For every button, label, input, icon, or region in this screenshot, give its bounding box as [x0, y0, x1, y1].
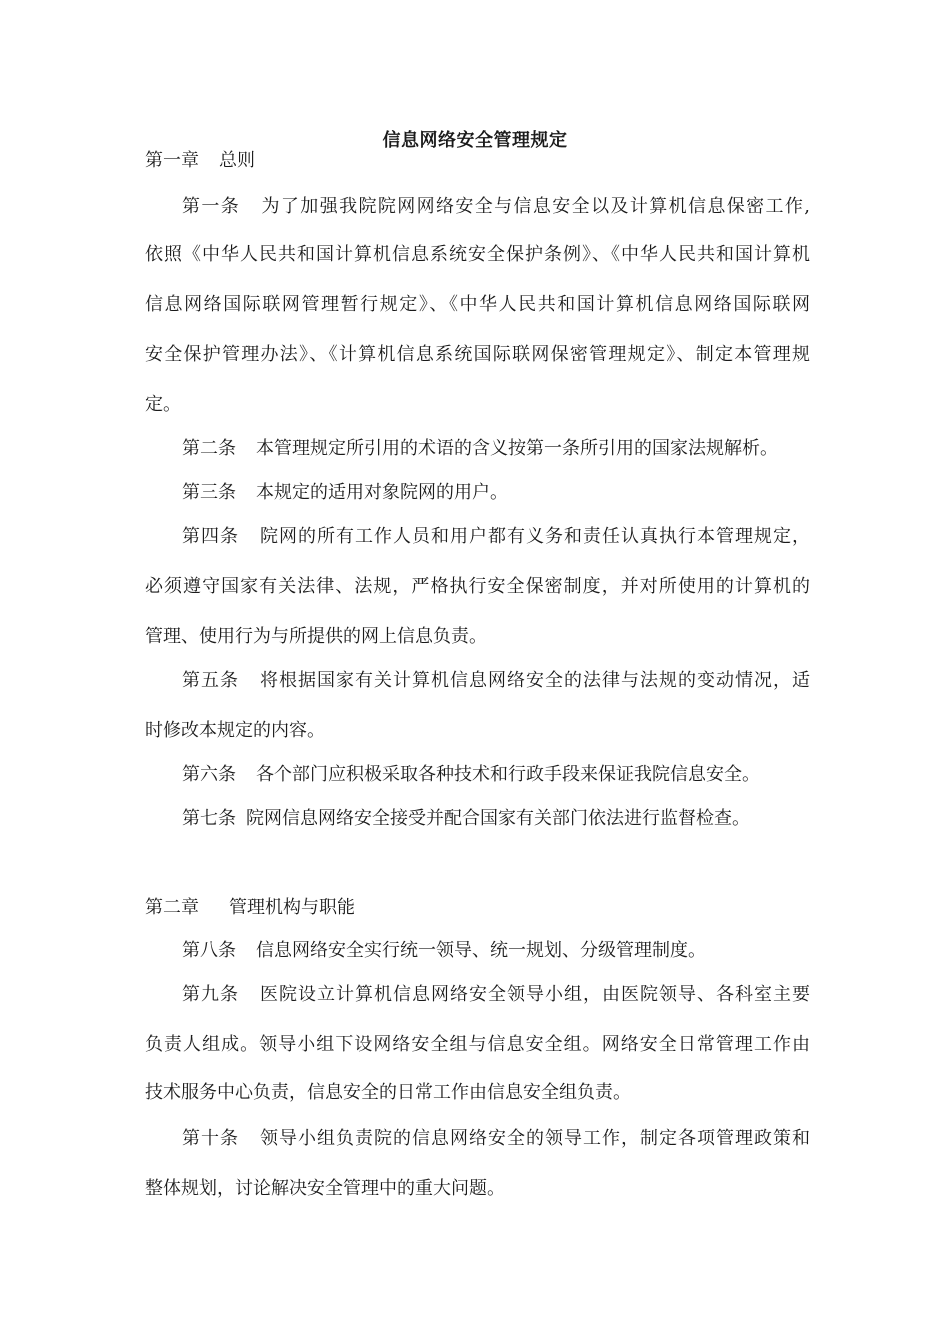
article-text: 医院设立计算机信息网络安全领导小组，由医院领导、各科室主要 — [259, 984, 810, 1005]
article-text: 各个部门应积极采取各种技术和行政手段来保证我院信息安全。 — [256, 764, 760, 785]
article-paragraph-line — [182, 438, 810, 460]
article-paragraph-line: 负责人组成。领导小组下设网络安全组与信息安全组。网络安全日常管理工作由 — [145, 1034, 810, 1055]
article-paragraph-line: 安全保护管理办法》、《计算机信息系统国际联网保密管理规定》、制定本管理规 — [145, 344, 810, 365]
article-text: 信息网络安全实行统一领导、统一规划、分级管理制度。 — [256, 940, 706, 961]
article-text: 本管理规定所引用的术语的含义按第一条所引用的国家法规解析。 — [256, 438, 778, 459]
article-paragraph-line — [182, 670, 810, 692]
article-text: 领导小组负责院的信息网络安全的领导工作，制定各项管理政策和 — [259, 1128, 810, 1149]
chapter-name: 管理机构与职能 — [229, 897, 355, 918]
article-paragraph-line — [182, 196, 810, 218]
article-label: 第十条 — [182, 1128, 239, 1149]
article-paragraph-line — [182, 940, 810, 962]
article-label: 第五条 — [182, 670, 239, 691]
article-label: 第八条 — [182, 940, 236, 961]
chapter-label: 第二章 — [145, 897, 199, 918]
article-label: 第一条 — [182, 196, 241, 217]
article-text: 将根据国家有关计算机信息网络安全的法律与法规的变动情况，适 — [259, 670, 810, 691]
article-paragraph-line: 依照《中华人民共和国计算机信息系统安全保护条例》、《中华人民共和国计算机 — [145, 244, 810, 265]
article-paragraph-line — [182, 1128, 810, 1150]
document-title: 信息网络安全管理规定 — [382, 130, 568, 151]
article-label: 第二条 — [182, 438, 236, 459]
article-paragraph-line: 信息网络国际联网管理暂行规定》、《中华人民共和国计算机信息网络国际联网 — [145, 294, 810, 315]
article-label: 第四条 — [182, 526, 239, 547]
article-paragraph-line — [182, 482, 810, 504]
article-paragraph-line — [182, 764, 810, 786]
article-paragraph-line: 必须遵守国家有关法律、法规，严格执行安全保密制度，并对所使用的计算机的 — [145, 576, 810, 597]
article-paragraph-line — [182, 526, 810, 548]
article-text: 为了加强我院院网网络安全与信息安全以及计算机信息保密工作, — [260, 196, 811, 217]
article-paragraph-line: 定。 — [145, 394, 181, 415]
article-text: 院网信息网络安全接受并配合国家有关部门依法进行监督检查。 — [246, 808, 750, 829]
chapter-name: 总则 — [219, 150, 255, 171]
article-label: 第六条 — [182, 764, 236, 785]
article-label: 第三条 — [182, 482, 236, 503]
chapter-heading — [145, 150, 810, 172]
article-paragraph-line: 整体规划，讨论解决安全管理中的重大问题。 — [145, 1178, 505, 1199]
article-label: 第七条 — [182, 808, 236, 829]
article-paragraph-line: 时修改本规定的内容。 — [145, 720, 325, 741]
article-text: 院网的所有工作人员和用户都有义务和责任认真执行本管理规定， — [259, 526, 810, 547]
article-paragraph-line — [182, 808, 810, 830]
article-paragraph-line: 管理、使用行为与所提供的网上信息负责。 — [145, 626, 487, 647]
article-text: 本规定的适用对象院网的用户。 — [256, 482, 508, 503]
chapter-label: 第一章 — [145, 150, 199, 171]
chapter-heading — [145, 897, 810, 919]
article-paragraph-line — [182, 984, 810, 1006]
article-label: 第九条 — [182, 984, 239, 1005]
article-paragraph-line: 技术服务中心负责，信息安全的日常工作由信息安全组负责。 — [145, 1082, 631, 1103]
